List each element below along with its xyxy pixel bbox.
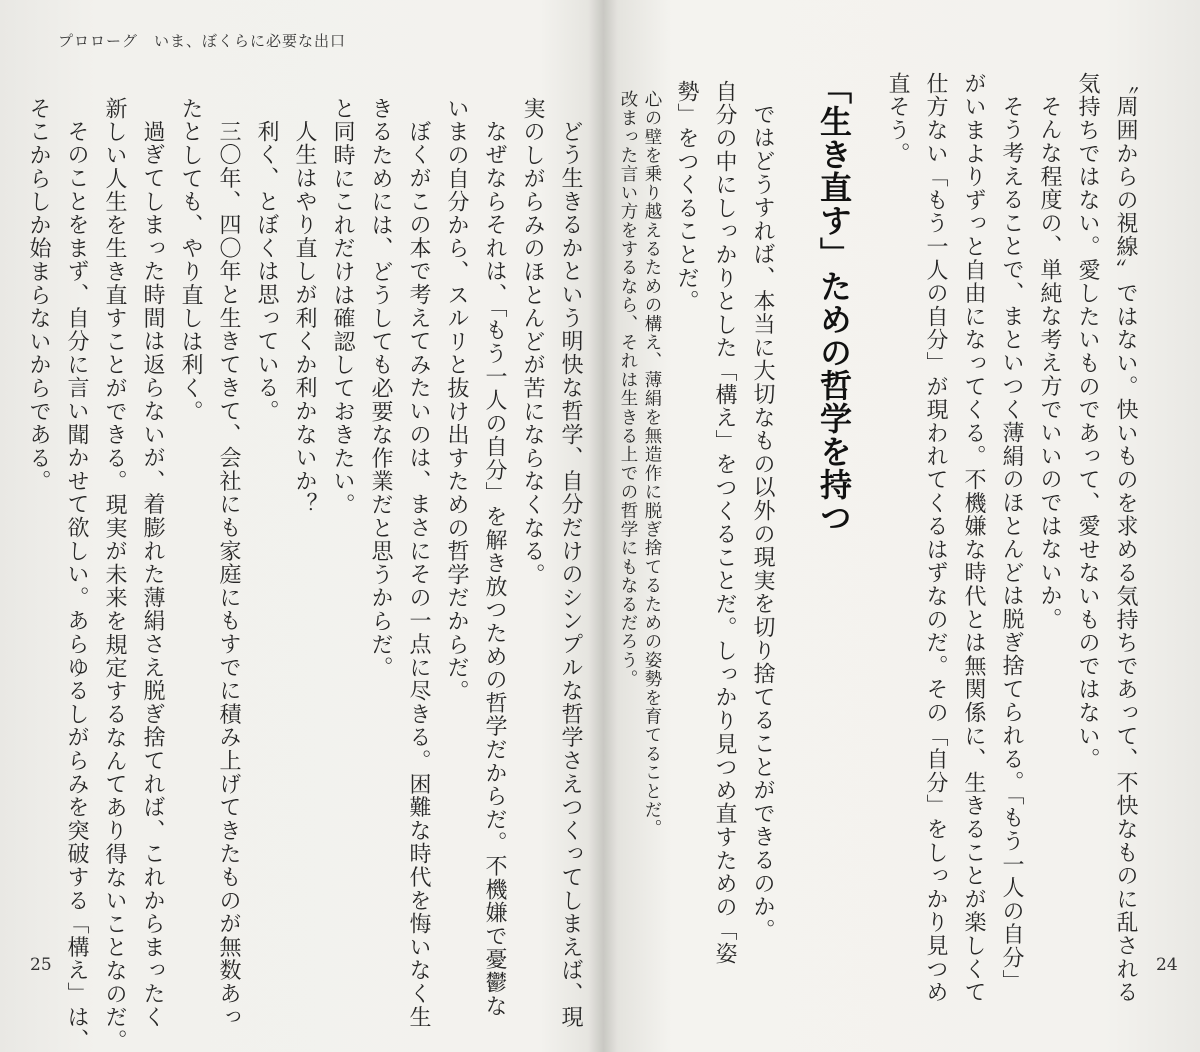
text-line: 仕方ない「もう一人の自分」が現われてくるはずなのだ。その「自分」をしっかり見つめ <box>923 72 948 1004</box>
text-line: そのことをまず、自分に言い聞かせて欲しい。あらゆるしがらみを突破する「構え」は、 <box>64 120 89 1052</box>
text-line: ではどうすれば、本当に大切なもの以外の現実を切り捨てることができるのか。 <box>750 103 775 942</box>
text-line: 三〇年、四〇年と生きてきて、会社にも家庭にもすでに積み上げてきたものが無数あっ <box>216 120 241 1029</box>
text-line: 勢」をつくることだ。 <box>674 80 699 313</box>
small-text-line: 心の壁を乗り越えるための構え、薄絹を無造作に脱ぎ捨てるための姿勢を育てることだ。 <box>642 90 662 838</box>
text-line: なぜならそれは、「もう一人の自分」を解き放つための哲学だからだ。不機嫌で憂鬱な <box>482 120 507 1018</box>
body-text <box>878 72 1144 1004</box>
text-line: そんな程度の、単純な考え方でいいのではないか。 <box>1037 95 1062 631</box>
text-line: 気持ちではない。愛したいものであって、愛せないものではない。 <box>1075 72 1100 771</box>
text-line: そこからしか始まらないからである。 <box>26 97 51 494</box>
small-text-line: 改まった言い方をするなら、それは生きる上での哲学にもなるだろう。 <box>618 90 638 689</box>
body-text-after-heading <box>667 80 781 970</box>
text-line: 人生はやり直しが利くか利かないか？ <box>292 120 317 517</box>
text-line: 過ぎてしまった時間は返らないが、着膨れた薄絹さえ脱ぎ捨てれば、これからまったく <box>140 120 165 1029</box>
body-text <box>19 97 589 1052</box>
text-line: 〝周囲からの視線〟ではない。快いものを求める気持ちであって、不快なものに乱される <box>1113 72 1138 1004</box>
text-line: と同時にこれだけは確認しておきたい。 <box>330 97 355 517</box>
text-line: 直そう。 <box>885 72 910 166</box>
text-line: そう考えることで、まといつく薄絹のほとんどは脱ぎ捨てられる。「もう一人の自分」 <box>999 95 1024 993</box>
section-heading: 「生き直す」ための哲学を持つ <box>815 72 853 534</box>
text-line: がいまよりずっと自由になってくる。不機嫌な時代とは無関係に、生きることが楽しくて <box>961 72 986 1004</box>
right-page <box>600 0 1200 1004</box>
text-line: どう生きるかという明快な哲学、自分だけのシンプルな哲学さえつくってしまえば、現 <box>558 120 583 1029</box>
text-line: たとしても、やり直しは利く。 <box>178 97 203 424</box>
text-line: いまの自分から、スルリと抜け出すための哲学だからだ。 <box>444 97 469 703</box>
text-line: きるためには、どうしても必要な作業だと思うからだ。 <box>368 97 393 680</box>
running-header: プロローグ いま、ぼくらに必要な出口 <box>58 32 347 50</box>
page-number: 25 <box>30 955 52 975</box>
text-line: 自分の中にしっかりとした「構え」をつくることだ。しっかり見つめ直すための「姿 <box>712 80 737 966</box>
text-line: 実のしがらみのほとんどが苦にならなくなる。 <box>520 97 545 587</box>
small-text <box>616 90 664 950</box>
text-line: ぼくがこの本で考えてみたいのは、まさにその一点に尽きる。困難な時代を悔いなく生 <box>406 120 431 1029</box>
page-number: 24 <box>1156 955 1178 975</box>
text-line: 新しい人生を生き直すことができる。現実が未来を規定するなんてあり得ないことなのだ。 <box>102 97 127 1052</box>
text-line: 利く、とぼくは思っている。 <box>254 120 279 423</box>
